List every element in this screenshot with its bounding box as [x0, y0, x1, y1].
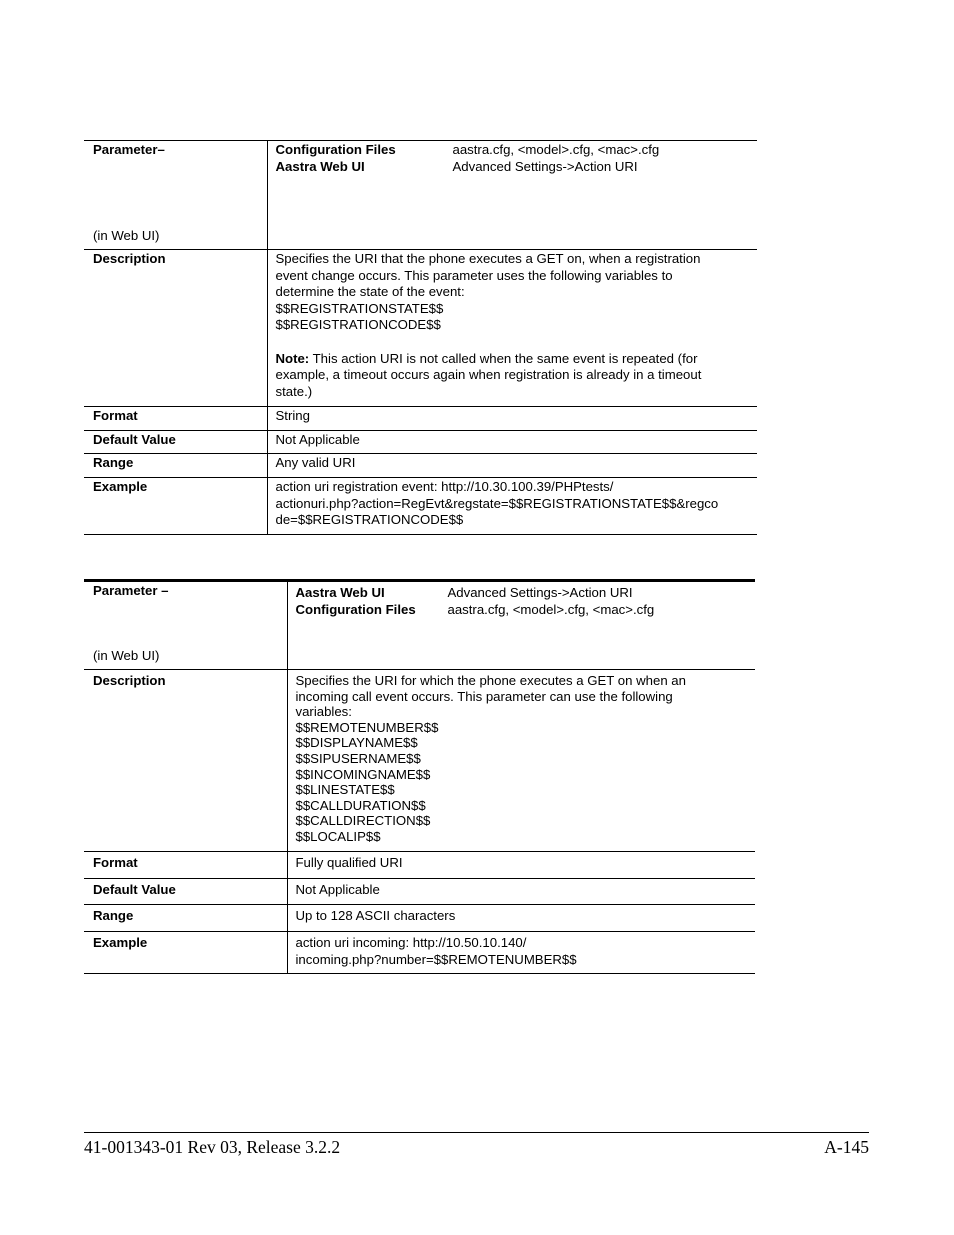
in-web-ui-label: (in Web UI)	[93, 647, 160, 663]
example-cell	[267, 478, 757, 535]
default-value: Not Applicable	[267, 431, 757, 454]
description-label: Description	[93, 673, 166, 688]
footer-divider	[84, 1132, 869, 1133]
default-value-label: Default Value	[93, 882, 176, 897]
config-files-value: aastra.cfg, <model>.cfg, <mac>.cfg	[452, 142, 660, 157]
page-number: A-145	[824, 1137, 869, 1157]
format-label: Format	[93, 408, 138, 423]
example-line: action uri incoming: http://10.50.10.140/	[295, 935, 527, 950]
variable-line: $$CALLDIRECTION$$	[295, 813, 431, 829]
default-value-row	[84, 879, 755, 905]
example-label: Example	[93, 935, 148, 950]
in-web-ui-label: (in Web UI)	[93, 227, 160, 243]
description-line: determine the state of the event:	[275, 284, 465, 299]
range-row	[84, 905, 755, 932]
example-line: actionuri.php?action=RegEvt&regstate=$$REGISTRATIONSTATE$$&regco	[275, 495, 719, 511]
format-row	[84, 852, 755, 879]
variable-line: $$LOCALIP$$	[295, 828, 381, 844]
description-line: Specifies the URI for which the phone executes a GET on when an	[295, 673, 686, 688]
example-row	[84, 932, 755, 974]
web-ui-value: Advanced Settings->Action URI	[452, 158, 638, 174]
description-row	[84, 670, 755, 852]
config-files-line	[296, 602, 748, 619]
default-value-label: Default Value	[93, 432, 176, 447]
variable-line: $$REGISTRATIONCODE$$	[275, 317, 441, 332]
parameter-table-registration-event	[84, 140, 757, 535]
parameter-label: Parameter –	[93, 583, 169, 598]
note-text: This action URI is not called when the same event is repeated (for	[309, 350, 698, 366]
variable-line: $$LINESTATE$$	[295, 782, 395, 798]
range-value: Up to 128 ASCII characters	[287, 905, 755, 932]
example-cell	[287, 932, 755, 974]
range-label: Range	[93, 908, 134, 923]
config-files-line	[276, 142, 750, 159]
range-label: Range	[93, 455, 134, 470]
parameter-cell	[84, 581, 287, 670]
description-line: event change occurs. This parameter uses the following variables to	[275, 267, 673, 283]
web-ui-line	[296, 585, 748, 602]
web-ui-line	[276, 159, 750, 176]
description-cell	[287, 670, 755, 852]
note-line: example, a timeout occurs again when registration is already in a timeout	[275, 367, 702, 382]
note-line	[276, 351, 750, 368]
parameter-table-incoming-call	[84, 579, 755, 974]
default-value: Not Applicable	[287, 879, 755, 905]
description-line: incoming call event occurs. This parameter can use the following	[295, 688, 673, 704]
page-footer	[84, 1137, 869, 1158]
note-label: Note:	[275, 350, 310, 366]
config-files-label: Configuration Files	[275, 142, 396, 157]
parameter-locations-cell	[267, 141, 757, 250]
document-id: 41-001343-01 Rev 03, Release 3.2.2	[84, 1137, 341, 1157]
variable-line: $$REMOTENUMBER$$	[295, 719, 439, 735]
format-value: Fully qualified URI	[287, 852, 755, 879]
format-value: String	[267, 407, 757, 431]
description-line: Specifies the URI that the phone executes a GET on, when a registration	[275, 251, 701, 266]
default-value-row	[84, 431, 757, 454]
variable-line: $$REGISTRATIONSTATE$$	[275, 300, 444, 316]
description-line: variables:	[295, 704, 352, 720]
config-files-value: aastra.cfg, <model>.cfg, <mac>.cfg	[447, 601, 655, 617]
description-cell	[267, 250, 757, 407]
variable-line: $$INCOMINGNAME$$	[295, 766, 431, 782]
variable-line: $$DISPLAYNAME$$	[295, 735, 418, 751]
parameter-row	[84, 581, 755, 670]
description-row	[84, 250, 757, 407]
parameter-locations-cell	[287, 581, 755, 670]
web-ui-label: Aastra Web UI	[275, 158, 365, 174]
config-files-label: Configuration Files	[295, 601, 416, 617]
example-label: Example	[93, 479, 148, 494]
description-label: Description	[93, 251, 166, 266]
example-line: incoming.php?number=$$REMOTENUMBER$$	[295, 951, 577, 967]
range-row	[84, 454, 757, 478]
parameter-label: Parameter–	[93, 142, 165, 157]
format-row	[84, 407, 757, 431]
range-value: Any valid URI	[267, 454, 757, 478]
variable-line: $$CALLDURATION$$	[295, 797, 426, 813]
web-ui-value: Advanced Settings->Action URI	[447, 585, 633, 600]
web-ui-label: Aastra Web UI	[295, 585, 385, 600]
format-label: Format	[93, 855, 138, 870]
blank-line	[276, 334, 750, 351]
parameter-cell	[84, 141, 267, 250]
note-line: state.)	[275, 383, 313, 399]
parameter-row	[84, 141, 757, 250]
example-line: de=$$REGISTRATIONCODE$$	[275, 512, 464, 527]
variable-line: $$SIPUSERNAME$$	[295, 750, 421, 766]
example-row	[84, 478, 757, 535]
example-line: action uri registration event: http://10.30.100.39/PHPtests/	[275, 479, 614, 494]
